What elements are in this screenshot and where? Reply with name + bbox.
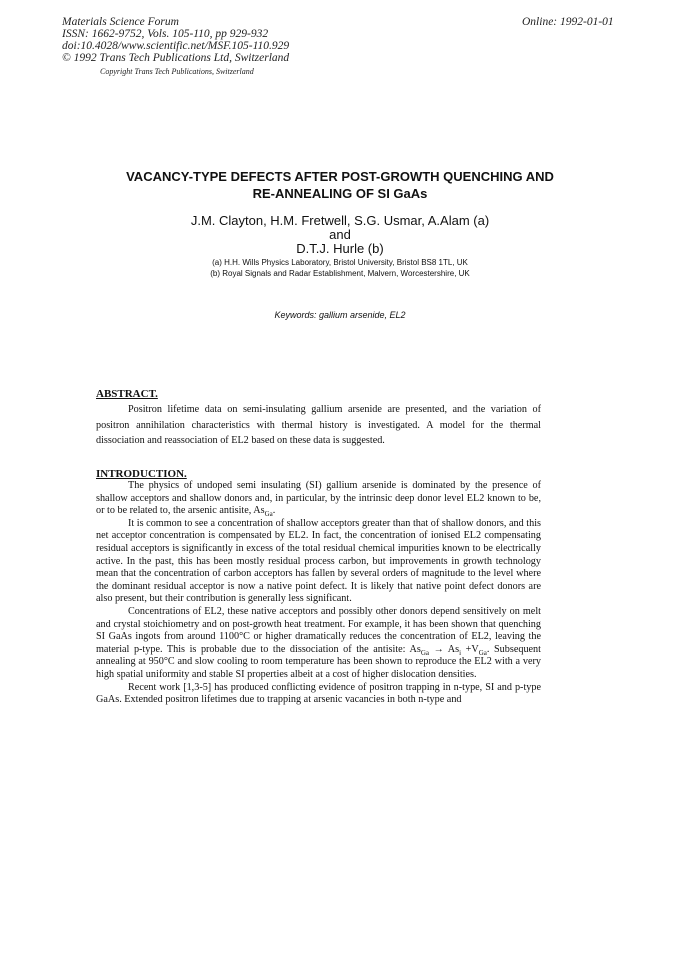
authors-line-2: and: [329, 227, 351, 242]
affiliation-a: (a) H.H. Wills Physics Laboratory, Bristol University, Bristol BS8 1TL, UK: [212, 258, 468, 267]
affiliation-b: (b) Royal Signals and Radar Establishment, Malvern, Worcestershire, UK: [210, 269, 470, 278]
title-line-1: VACANCY-TYPE DEFECTS AFTER POST-GROWTH QUENCHING AND: [126, 169, 554, 184]
intro-paragraph-2: It is common to see a concentration of shallow acceptors greater than that of shallow donors, and this net acceptor concentration is compensated by EL2. In fact, the concentration of ionised EL2 compensating residual acceptors is significantly in excess of the total residual chemical impurities known to be electrically active. In the past, this has been mostly residual process carbon, but improvements in growth technology mean that the concentration of carbon acceptors has fallen by several orders of magnitude to the level where the dominant residual acceptor is now a native point defect. It is likely that native point defect donors are also present, but their contribution is generally less significant.: [96, 517, 541, 605]
copyright-line: © 1992 Trans Tech Publications Ltd, Switzerland: [62, 52, 290, 64]
online-date: Online: 1992-01-01: [522, 16, 614, 28]
introduction-heading: INTRODUCTION.: [96, 468, 187, 480]
journal-name: Materials Science Forum: [62, 16, 179, 28]
authors-line-1: J.M. Clayton, H.M. Fretwell, S.G. Usmar, A.Alam (a): [190, 213, 490, 228]
intro-paragraph-1: The physics of undoped semi insulating (SI) gallium arsenide is dominated by the presence of shallow acceptors and shallow donors and, in particular, by the intrinsic deep donor level EL2 known to be, or to be related to, the arsenic antisite, $As_{Ga}$.: [96, 480, 541, 519]
paper-title: [80, 168, 600, 202]
title-line-2: RE-ANNEALING OF SI GaAs: [252, 186, 428, 201]
introduction-body: [96, 480, 541, 707]
abstract-body: [96, 402, 541, 449]
affiliations-block: [80, 257, 600, 279]
abstract-heading: ABSTRACT.: [96, 388, 158, 400]
intro-paragraph-3: Concentrations of EL2, these native acceptors and possibly other donors depend sensitively on melt and crystal stoichiometry and on post-growth heat treatment. For example, it has been shown that quenching SI GaAs ingots from around 1100°C or higher dramatically reduces the concentration of EL2, leaving the material p-type. This is probable due to the dissociation of the antisite: $As_{Ga} \to As_i +V_{Ga}$. Subsequent annealing at 950°C and slow cooling to room temperature has been shown to reproduce the EL2 with a very high spatial uniformity and stable SI properties albeit at a cost of higher dislocation densities.: [96, 605, 541, 680]
authors-line-3: D.T.J. Hurle (b): [296, 241, 384, 256]
copyright-small: Copyright Trans Tech Publications, Switzerland: [100, 67, 254, 76]
issn-line: ISSN: 1662-9752, Vols. 105-110, pp 929-932: [62, 28, 269, 40]
doi-line[interactable]: doi:10.4028/www.scientific.net/MSF.105-110.929: [62, 40, 290, 52]
authors-block: [80, 214, 600, 256]
intro-paragraph-4: Recent work [1,3-5] has produced conflicting evidence of positron trapping in n-type, SI and p-type GaAs. Extended positron lifetimes due to trapping at arsenic vacancies in both n-type and: [96, 681, 541, 706]
abstract-text: Positron lifetime data on semi-insulating gallium arsenide are presented, and the variation of positron annihilation characteristics with thermal history is investigated. A model for the thermal dissociation and reassociation of EL2 based on these data is suggested.: [96, 404, 541, 446]
keywords: Keywords: gallium arsenide, EL2: [274, 310, 406, 320]
